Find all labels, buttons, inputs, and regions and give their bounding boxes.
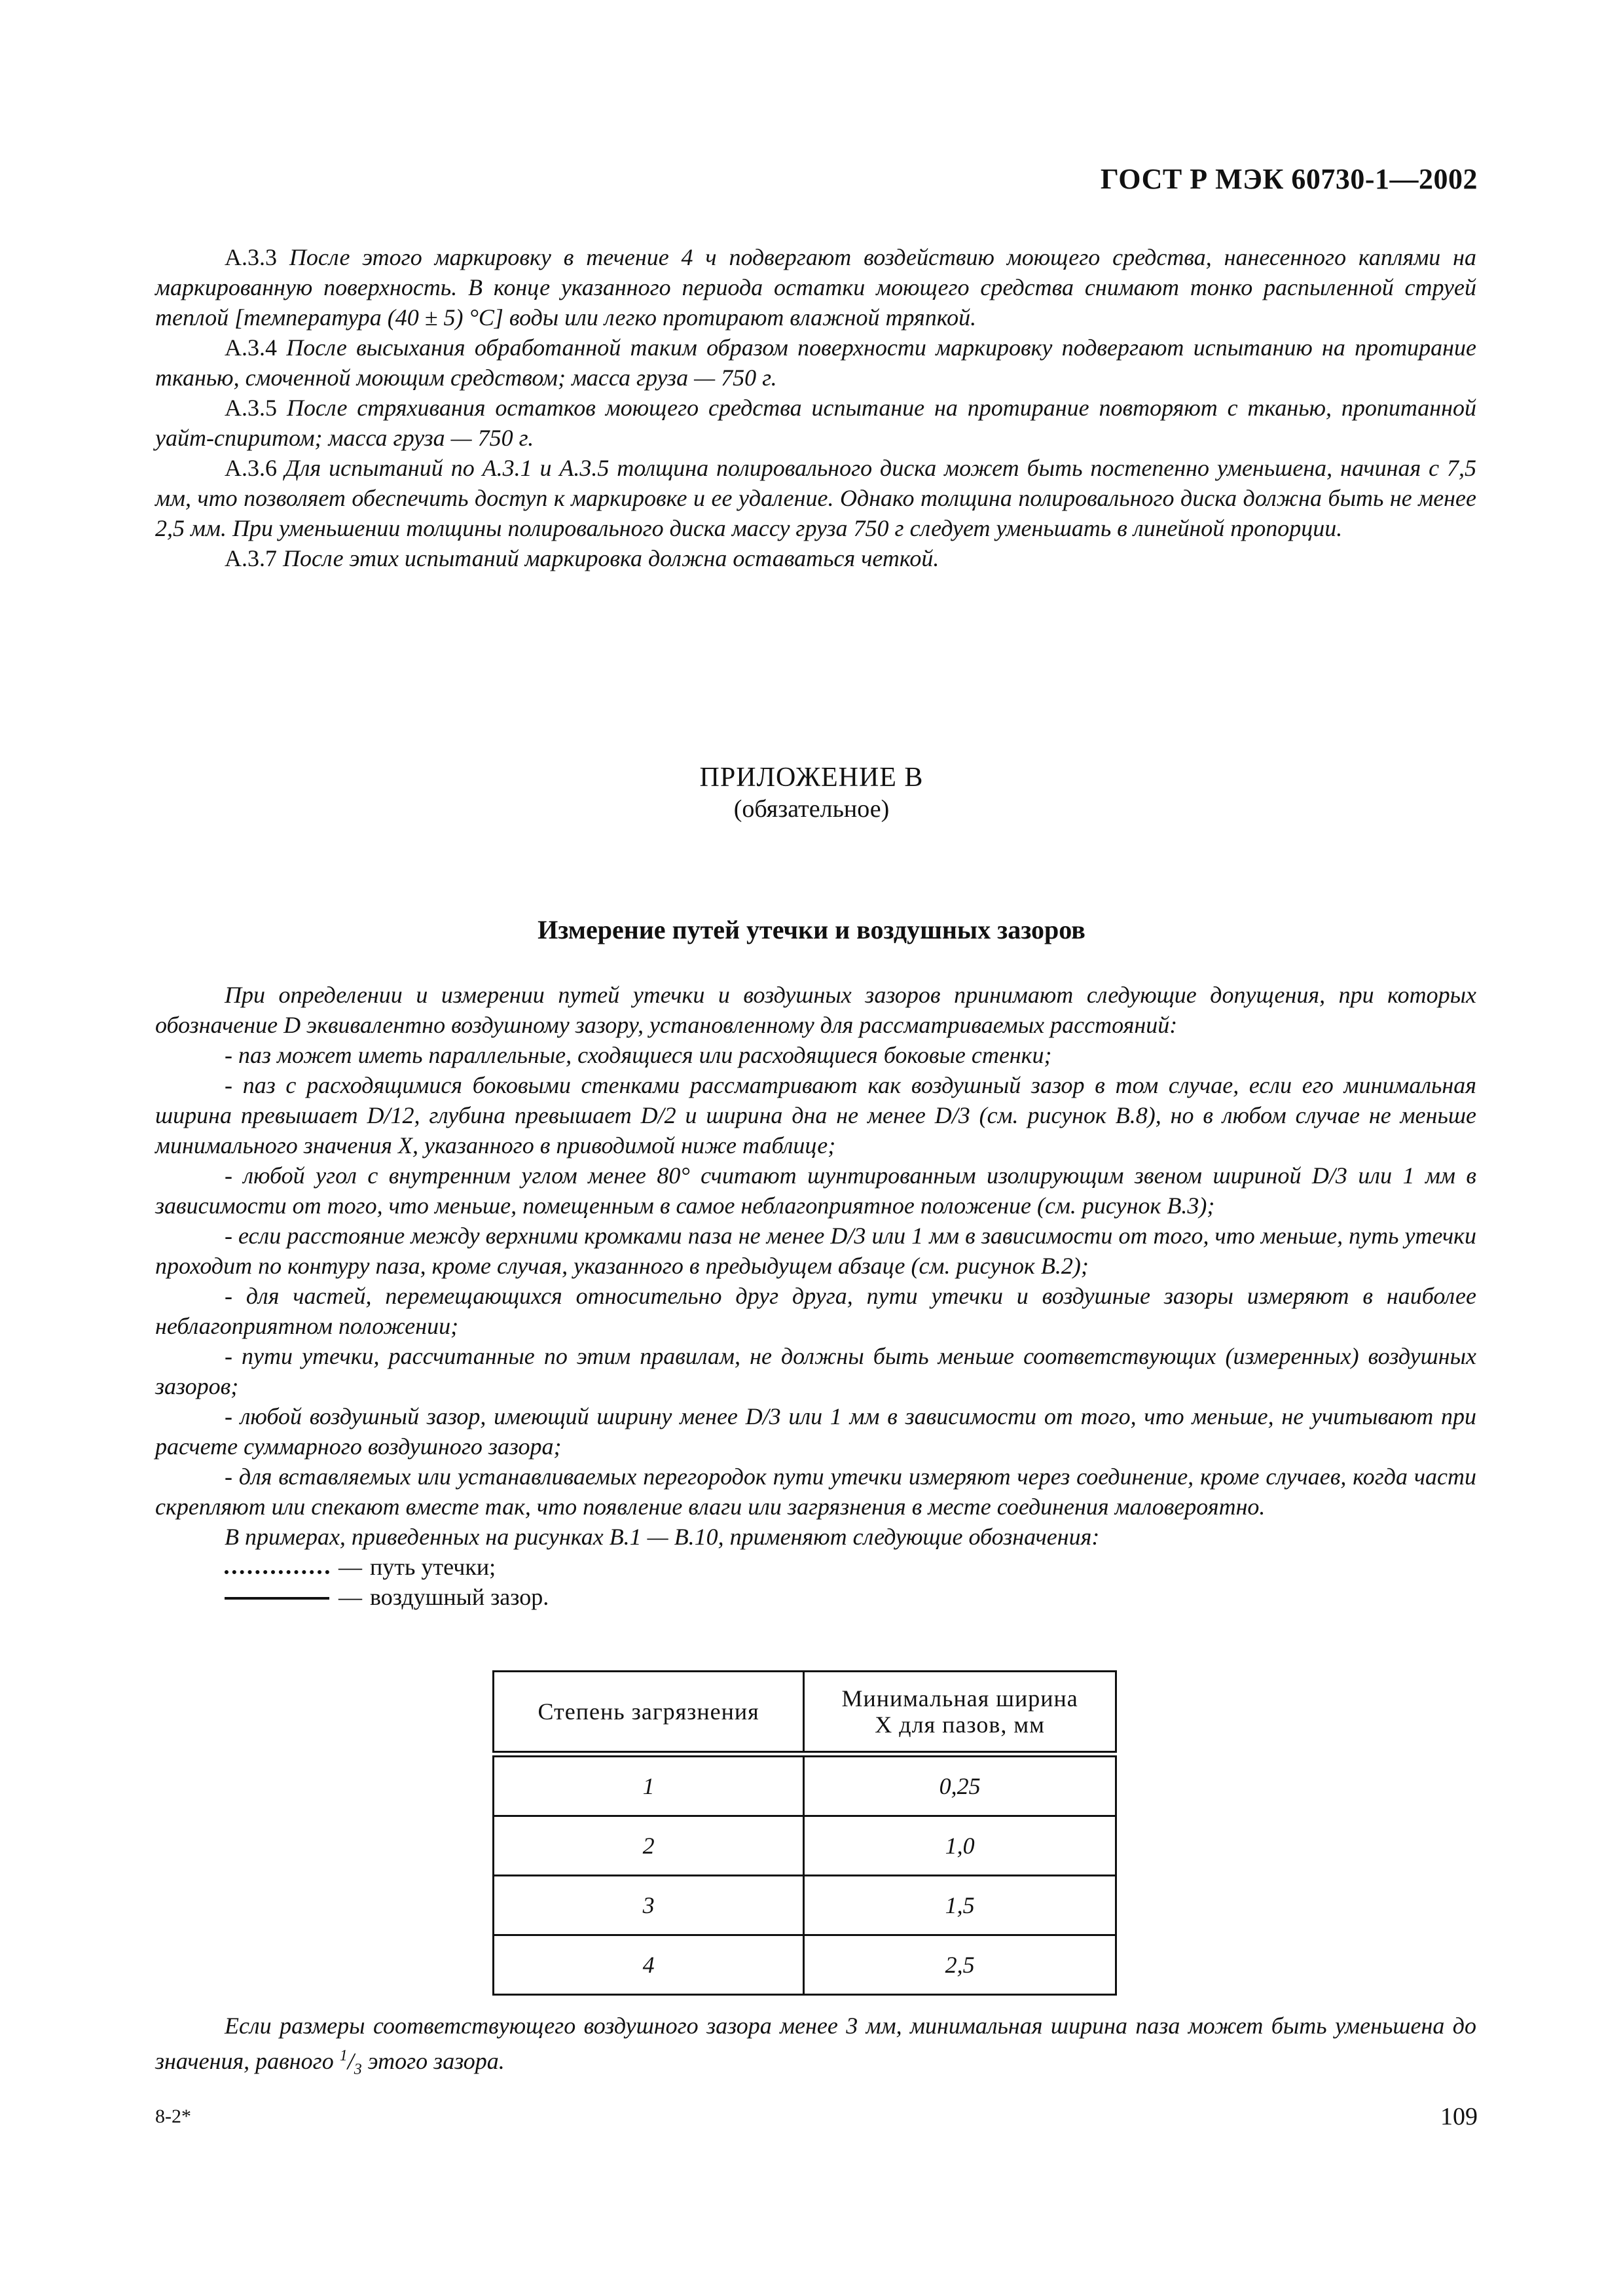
paragraph-a37 [155,543,1476,573]
paragraph-item: - паз с расходящимися боковыми стенками рассматривают как воздушный зазор в том случае, если его минимальная ширина превышает D/12, глубина превышает D/2 и ширина дна не менее D/3 (см. рисунок В.8), но в любом случае не меньше минимального значения X, указанного в приводимой ниже таблице; [155,1072,1476,1158]
page-number: 109 [1440,2103,1478,2130]
section-closing [155,2011,1476,2085]
legend-label: воздушный зазор. [370,1584,549,1610]
table-cell-width: 2,5 [804,1935,1116,1995]
paragraph-item: - пути утечки, рассчитанные по этим правилам, не должны быть меньше соответствующих (измеренных) воздушных зазоров; [155,1343,1476,1399]
legend-label: путь утечки; [370,1554,496,1580]
header-pollution-degree: Степень загрязнения [494,1672,804,1755]
table-row [494,1754,1116,1816]
paragraph-intro: При определении и измерении путей утечки и воздушных зазоров принимают следующие допущения, при которых обозначение D эквивалентно воздушному зазору, установленному для рассматриваемых расстояний: [155,982,1476,1038]
paragraph-text: После высыхания обработанной таким образом поверхности маркировку подвергают испытанию на протирание тканью, смоченной моющим средством; масса груза — 750 г. [155,334,1477,391]
closing-text: Если размеры соответствующего воздушного зазора менее 3 мм, минимальная ширина паза может быть уменьшена до значения, равного [155,2013,1476,2074]
paragraph-item: - если расстояние между верхними кромками паза не менее D/3 или 1 мм в зависимости от того, что меньше, путь утечки проходит по контуру паза, кроме случая, указанного в предыдущем абзаце (см. рисунок В.2); [155,1223,1476,1279]
paragraph-item: - любой угол с внутренним углом менее 80° считают шунтированным изолирующим звеном шириной D/3 или 1 мм в зависимости от того, что меньше, помещенным в самое неблагоприятное положение (см. рисунок В.3); [155,1162,1476,1219]
table-cell-degree: 1 [494,1754,804,1816]
table-header-row [494,1672,1116,1755]
paragraph-legend-intro: В примерах, приведенных на рисунках В.1 — В.10, применяют следующие обозначения: [225,1524,1100,1550]
paragraph-text: После стряхивания остатков моющего средства испытание на протирание повторяют с тканью, пропитанной уайт-спиритом; масса груза — 750 г. [155,395,1476,451]
paragraph-a36 [155,453,1476,543]
paragraph-number: А.3.6 [225,455,277,481]
legend-dash: — [338,1584,362,1610]
table-cell-degree: 4 [494,1935,804,1995]
table-row [494,1816,1116,1876]
paragraph-item: - паз может иметь параллельные, сходящиеся или расходящиеся боковые стенки; [225,1042,1052,1068]
section-title: Измерение путей утечки и воздушных зазоров [538,915,1085,944]
table-cell-width: 1,5 [804,1876,1116,1935]
paragraph-item: - для вставляемых или устанавливаемых перегородок пути утечки измеряют через соединение, кроме случаев, когда части скрепляют или спекают вместе так, что появление влаги или загрязнения в месте соединения маловероятно. [155,1463,1476,1520]
paragraph-item: - для частей, перемещающихся относительно друг друга, пути утечки и воздушные зазоры измеряют в наиболее неблагоприятном положении; [155,1283,1476,1339]
legend-creepage [155,1552,1476,1582]
closing-text-end: этого зазора. [361,2048,505,2074]
table-cell-degree: 3 [494,1876,804,1935]
paragraph-text: Для испытаний по А.3.1 и А.3.5 толщина полировального диска может быть постепенно уменьшена, начиная с 7,5 мм, что позволяет обеспечить доступ к маркировке и ее удаление. Однако толщина полировального диска должна быть не менее 2,5 мм. При уменьшении толщины полировального диска массу груза 750 г следует уменьшать в линейной пропорции. [155,455,1477,541]
solid-line-icon [225,1597,329,1600]
paragraph-number: А.3.3 [225,244,277,270]
legend-clearance [155,1582,1476,1612]
header-min-width-line2: X для пазов, мм [875,1712,1045,1738]
paragraph-closing: Если размеры соответствующего воздушного зазора менее 3 мм, минимальная ширина паза может быть уменьшена до значения, равного $^1/_3$ этого зазора. [155,2013,1476,2079]
table-cell-width: 0,25 [804,1754,1116,1816]
header-min-width [804,1672,1116,1755]
table-cell-degree: 2 [494,1816,804,1876]
paragraph-a34 [155,332,1476,393]
paragraph-number: А.3.7 [225,545,277,571]
section-a3 [155,242,1476,573]
document-code: ГОСТ Р МЭК 60730-1—2002 [1100,163,1478,195]
table-cell-width: 1,0 [804,1816,1116,1876]
fraction-numerator: 1 [339,2047,348,2064]
paragraph-number: А.3.4 [225,334,277,361]
pollution-width-table [492,1670,1117,1996]
table-row [494,1876,1116,1935]
appendix-subtitle: (обязательное) [733,795,890,823]
fraction-denominator: 3 [354,2061,362,2079]
paragraph-text: После этих испытаний маркировка должна оставаться четкой. [283,545,939,571]
section-b [155,980,1476,1612]
appendix-title: ПРИЛОЖЕНИЕ В [699,762,924,793]
paragraph-number: А.3.5 [225,395,277,421]
footer-sheet-mark: 8-2* [155,2106,191,2127]
legend-dash: — [338,1554,362,1580]
paragraph-a35 [155,393,1476,453]
paragraph-item: - любой воздушный зазор, имеющий ширину менее D/3 или 1 мм в зависимости от того, что меньше, не учитывают при расчете суммарного воздушного зазора; [155,1403,1476,1460]
dotted-line-icon [225,1570,329,1574]
header-min-width-line1: Минимальная ширина [841,1685,1078,1712]
paragraph-text: После этого маркировку в течение 4 ч подвергают воздействию моющего средства, нанесенного каплями на маркированную поверхность. В конце указанного периода остатки моющего средства снимают тонко распыленной струей теплой [температура (40 ± 5) °С] воды или легко протирают влажной тряпкой. [155,244,1477,331]
table-row [494,1935,1116,1995]
paragraph-a33 [155,242,1476,332]
